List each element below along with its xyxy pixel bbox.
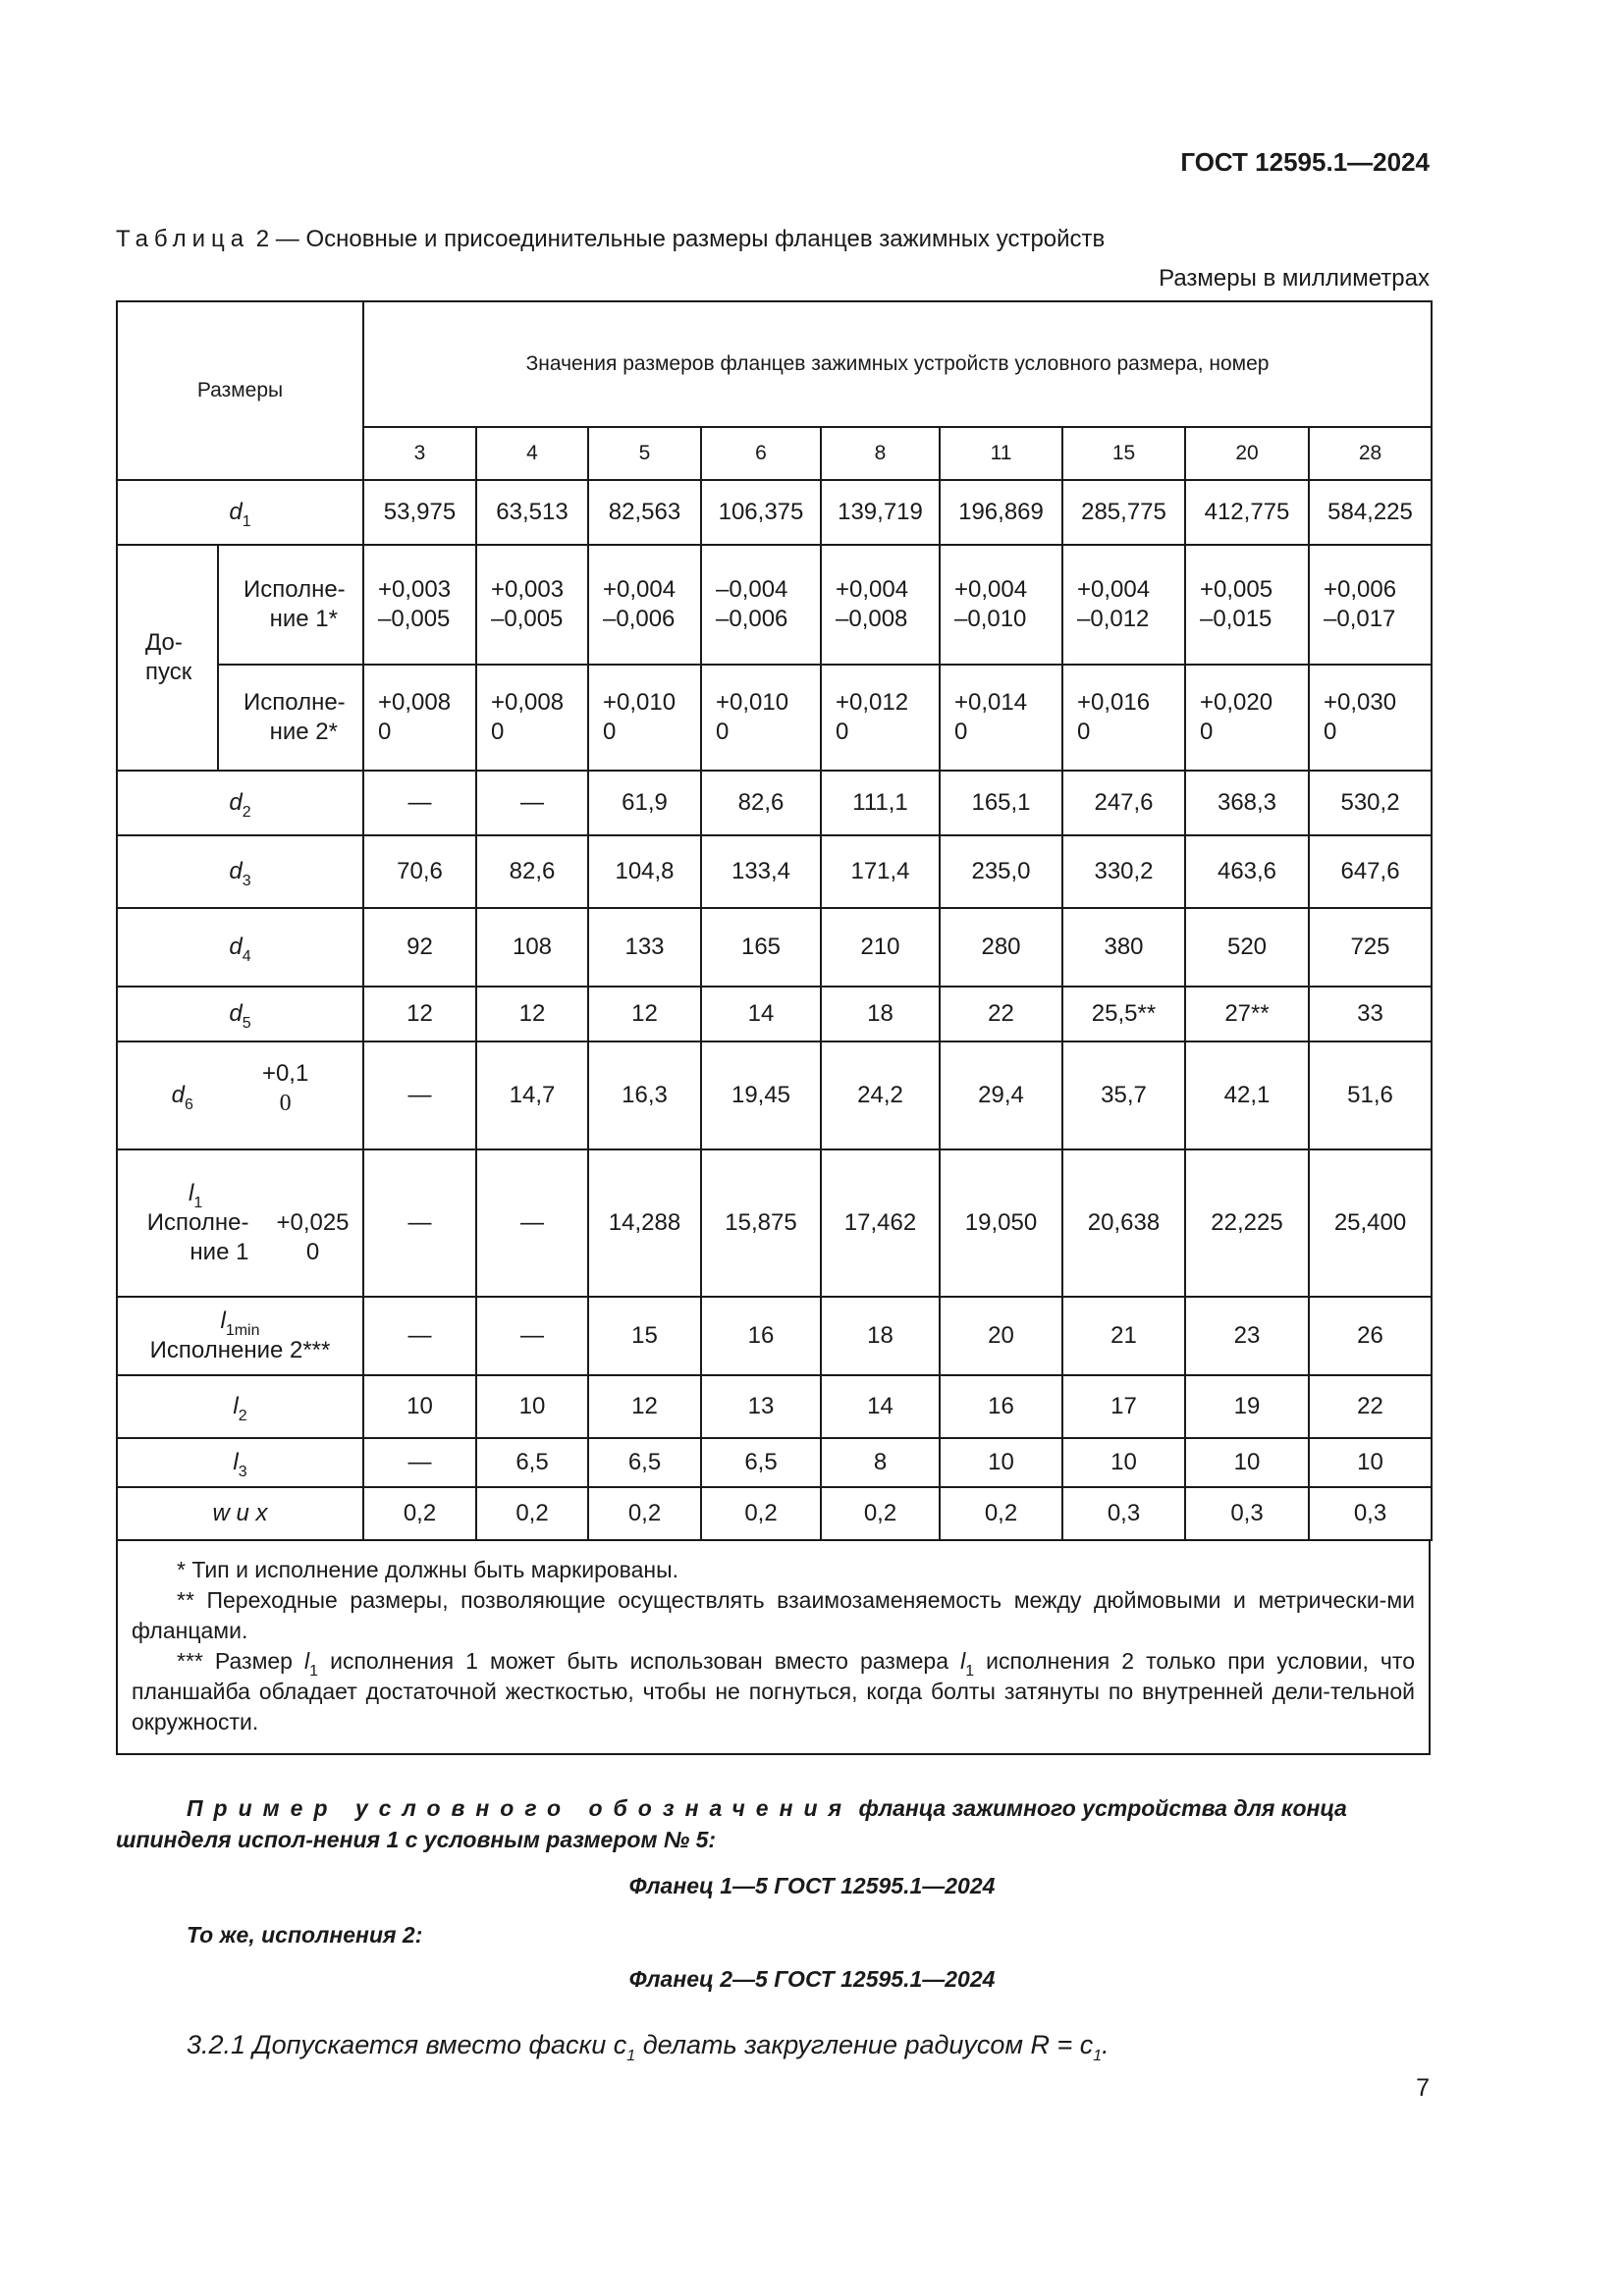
table-cell: 18 [821,1297,940,1375]
table-cell: 196,869 [940,480,1062,545]
table-cell: 368,3 [1185,771,1309,835]
row-label-d1: $d_1$ [117,480,363,545]
table-row-d3 [117,835,1432,908]
table-cell: 10 [363,1375,476,1438]
table-cell: 725 [1309,908,1432,987]
table-row-l1 [117,1149,1432,1297]
footnote-2: ** Переходные размеры, позволяющие осуществлять взаимозаменяемость между дюймовыми и метрически-ми фланцами. [132,1587,1415,1643]
table-cell: 10 [476,1375,588,1438]
size-number: 4 [476,427,588,480]
table-cell: — [363,1297,476,1375]
table-row-wx [117,1487,1432,1540]
table-cell: 104,8 [588,835,701,908]
table-cell: 27** [1185,987,1309,1041]
tolerance-cell: +0,012 0 [821,665,940,771]
row-label-l1: $l_1$ Исполне-ние 1 +0,025 0 [117,1149,363,1297]
tolerance-cell: +0,006 –0,017 [1309,545,1432,665]
same-execution-2: То же, исполнения 2: [187,1922,423,1948]
table-row-l2 [117,1375,1432,1438]
example-lead: Пример условного обозначения [187,1795,853,1821]
table-cell: 35,7 [1062,1041,1185,1149]
size-number: 6 [701,427,821,480]
table-cell: 647,6 [1309,835,1432,908]
table-cell: 92 [363,908,476,987]
table-caption [116,226,1105,253]
row-label-d2: $d_2$ [117,771,363,835]
row-label-d3: $d_3$ [117,835,363,908]
table-cell: 15,875 [701,1149,821,1297]
table-cell: 17,462 [821,1149,940,1297]
table-row-tolerance-exec1 [117,545,1432,665]
table-cell: 133,4 [701,835,821,908]
header-dimensions: Размеры [117,301,363,480]
size-number: 5 [588,427,701,480]
table-cell: 82,6 [701,771,821,835]
designation-example [116,1792,1431,1855]
clause-3-2-1: 3.2.1 Допускается вместо фаски $c_1$ делать закругление радиусом $R = c_1$. [187,2030,1110,2064]
row-label-l3: $l_3$ [117,1438,363,1487]
table-cell: 82,563 [588,480,701,545]
table-cell: 10 [940,1438,1062,1487]
footnote-3: *** Размер $l_1$ исполнения 1 может быть использован вместо размера $l_1$ исполнения 2 только при условии, что планшайба обладает достаточной жесткостью, чтобы не погнуться, когда болты затянуты по внутренней дели-тельной окружности. [132,1648,1415,1735]
table-cell: 584,225 [1309,480,1432,545]
table-cell: 12 [588,1375,701,1438]
table-cell: 0,3 [1062,1487,1185,1540]
table-cell: 10 [1309,1438,1432,1487]
table-cell: 530,2 [1309,771,1432,835]
table-cell: 139,719 [821,480,940,545]
d6-tolerance-lower: 0 [279,1091,292,1116]
table-cell: 10 [1185,1438,1309,1487]
table-row-d4 [117,908,1432,987]
table-cell: 0,2 [821,1487,940,1540]
table-row-tolerance-exec2 [117,665,1432,771]
size-number: 20 [1185,427,1309,480]
table-cell: 22 [940,987,1062,1041]
row-label-l1min: $l_{1min}$ Исполнение 2*** [117,1297,363,1375]
table-cell: 15 [588,1297,701,1375]
table-cell: 21 [1062,1297,1185,1375]
table-cell: 14 [701,987,821,1041]
table-cell: 18 [821,987,940,1041]
table-cell: 280 [940,908,1062,987]
table-cell: 380 [1062,908,1185,987]
l1-tolerance-upper: +0,025 [276,1209,350,1236]
table-row-d6 [117,1041,1432,1149]
table-cell: 133 [588,908,701,987]
size-number: 11 [940,427,1062,480]
tolerance-cell: +0,003 –0,005 [476,545,588,665]
tolerance-cell: +0,020 0 [1185,665,1309,771]
document-code: ГОСТ 12595.1—2024 [1180,147,1430,177]
tolerance-cell: +0,005 –0,015 [1185,545,1309,665]
table-row-d5 [117,987,1432,1041]
table-cell: 61,9 [588,771,701,835]
size-number: 3 [363,427,476,480]
table-cell: 8 [821,1438,940,1487]
table-cell: 33 [1309,987,1432,1041]
tolerance-cell: +0,014 0 [940,665,1062,771]
table-cell: 51,6 [1309,1041,1432,1149]
table-cell: 165 [701,908,821,987]
row-label-d4: $d_4$ [117,908,363,987]
tolerance-cell: +0,010 0 [588,665,701,771]
table-cell: 106,375 [701,480,821,545]
table-cell: 412,775 [1185,480,1309,545]
table-cell: — [363,1149,476,1297]
table-cell: 14 [821,1375,940,1438]
table-cell: 0,2 [588,1487,701,1540]
row-label-tolerance: До-пуск [117,545,218,771]
table-cell: 285,775 [1062,480,1185,545]
table-cell: 14,288 [588,1149,701,1297]
table-cell: 0,2 [940,1487,1062,1540]
table-cell: 29,4 [940,1041,1062,1149]
tolerance-cell: –0,004 –0,006 [701,545,821,665]
tolerance-cell: +0,003 –0,005 [363,545,476,665]
size-number: 15 [1062,427,1185,480]
table-cell: 16 [701,1297,821,1375]
table-cell: 63,513 [476,480,588,545]
row-label-d6: $d_6$ +0,1 0 [117,1041,363,1149]
designation-2: Фланец 2—5 ГОСТ 12595.1—2024 [628,1966,996,1992]
tolerance-cell: +0,016 0 [1062,665,1185,771]
table-cell: — [476,1297,588,1375]
row-label-exec2: Исполне-ние 2* [218,665,363,771]
table-cell: 165,1 [940,771,1062,835]
table-cell: — [363,1438,476,1487]
row-label-wx: w и x [117,1487,363,1540]
table-cell: — [476,1149,588,1297]
table-cell: — [363,771,476,835]
table-cell: 17 [1062,1375,1185,1438]
table-cell: 12 [588,987,701,1041]
table-cell: 19,45 [701,1041,821,1149]
table-cell: 111,1 [821,771,940,835]
dimensions-table [116,300,1433,1541]
table-cell: 247,6 [1062,771,1185,835]
table-cell: 70,6 [363,835,476,908]
table-cell: 108 [476,908,588,987]
table-cell: 210 [821,908,940,987]
row-label-l2: $l_2$ [117,1375,363,1438]
table-cell: 0,2 [701,1487,821,1540]
table-cell: 20 [940,1297,1062,1375]
page-number: 7 [1416,2074,1430,2102]
table-cell: 6,5 [588,1438,701,1487]
tolerance-cell: +0,004 –0,010 [940,545,1062,665]
table-cell: 23 [1185,1297,1309,1375]
table-cell: 0,2 [476,1487,588,1540]
table-cell: 235,0 [940,835,1062,908]
table-cell: 20,638 [1062,1149,1185,1297]
table-cell: 0,3 [1309,1487,1432,1540]
table-cell: 19,050 [940,1149,1062,1297]
tolerance-cell: +0,030 0 [1309,665,1432,771]
tolerance-cell: +0,004 –0,006 [588,545,701,665]
table-row-d1 [117,480,1432,545]
row-label-exec1: Исполне-ние 1* [218,545,363,665]
table-cell: 12 [363,987,476,1041]
size-number: 28 [1309,427,1432,480]
table-cell: 19 [1185,1375,1309,1438]
tolerance-cell: +0,008 0 [363,665,476,771]
table-cell: 10 [1062,1438,1185,1487]
table-caption-prefix: Таблица [116,226,250,252]
table-row-l1min [117,1297,1432,1375]
table-cell: 26 [1309,1297,1432,1375]
designation-1: Фланец 1—5 ГОСТ 12595.1—2024 [628,1873,996,1898]
table-cell: 6,5 [476,1438,588,1487]
tolerance-cell: +0,004 –0,012 [1062,545,1185,665]
table-cell: 0,2 [363,1487,476,1540]
table-cell: 24,2 [821,1041,940,1149]
table-cell: 82,6 [476,835,588,908]
table-cell: — [363,1041,476,1149]
table-cell: 14,7 [476,1041,588,1149]
table-footnotes [116,1541,1431,1755]
table-cell: 25,400 [1309,1149,1432,1297]
table-cell: 12 [476,987,588,1041]
table-cell: 53,975 [363,480,476,545]
table-cell: 463,6 [1185,835,1309,908]
table-cell: 22 [1309,1375,1432,1438]
example-text: фланца зажимного устройства для конца шпинделя испол-нения 1 с условным размером № 5: [116,1795,1347,1852]
size-number: 8 [821,427,940,480]
dimensions-table-wrapper [116,300,1431,1755]
table-cell: 330,2 [1062,835,1185,908]
table-cell: 22,225 [1185,1149,1309,1297]
table-cell: 42,1 [1185,1041,1309,1149]
table-units: Размеры в миллиметрах [1159,265,1430,292]
tolerance-cell: +0,010 0 [701,665,821,771]
table-cell: 16,3 [588,1041,701,1149]
table-cell: 25,5** [1062,987,1185,1041]
table-cell: 16 [940,1375,1062,1438]
table-header-row [117,301,1432,427]
table-row-d2 [117,771,1432,835]
tolerance-cell: +0,008 0 [476,665,588,771]
table-cell: 171,4 [821,835,940,908]
tolerance-cell: +0,004 –0,008 [821,545,940,665]
table-caption-text: 2 — Основные и присоединительные размеры фланцев зажимных устройств [249,226,1106,252]
footnote-1: * Тип и исполнение должны быть маркированы. [177,1557,679,1582]
l1-tolerance-lower: 0 [305,1239,320,1265]
table-cell: 13 [701,1375,821,1438]
row-label-d5: $d_5$ [117,987,363,1041]
header-values: Значения размеров фланцев зажимных устройств условного размера, номер [363,301,1432,427]
table-row-l3 [117,1438,1432,1487]
table-cell: 6,5 [701,1438,821,1487]
table-cell: 0,3 [1185,1487,1309,1540]
d6-tolerance-upper: +0,1 [261,1060,309,1087]
table-cell: — [476,771,588,835]
table-cell: 520 [1185,908,1309,987]
